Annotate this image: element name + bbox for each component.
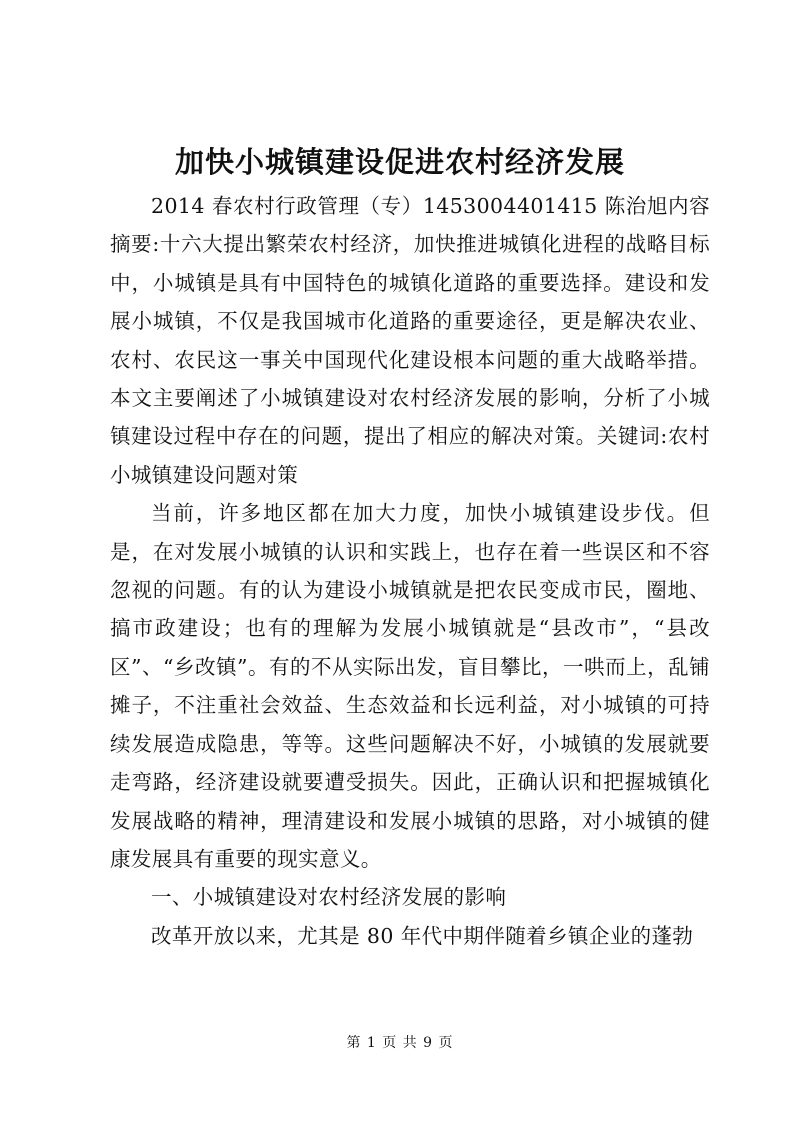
document-body xyxy=(110,187,710,955)
section-heading: 一、小城镇建设对农村经济发展的影响 xyxy=(151,885,507,910)
page-footer: 第 1 页 共 9 页 xyxy=(346,1035,454,1051)
section-paragraph: 改革开放以来，尤其是 80 年代中期伴随着乡镇企业的蓬勃 xyxy=(151,923,694,948)
document-title: 加快小城镇建设促进农村经济发展 xyxy=(174,145,625,179)
intro-paragraph: 当前，许多地区都在加大力度，加快小城镇建设步伐。但是，在对发展小城镇的认识和实践上，也存在着一些误区和不容忽视的问题。有的认为建设小城镇就是把农民变成市民，圈地、搞市政建设；也有的理解为发展小城镇就是“县改市”，“县改区”、“乡改镇”。有的不从实际出发，盲目攀比，一哄而上，乱铺摊子，不注重社会效益、生态效益和长远利益，对小城镇的可持续发展造成隐患，等等。这些问题解决不好，小城镇的发展就要走弯路，经济建设就要遭受损失。因此，正确认识和把握城镇化发展战略的精神，理清建设和发展小城镇的思路，对小城镇的健康发展具有重要的现实意义。 xyxy=(110,501,710,871)
abstract-paragraph: 2014 春农村行政管理（专）1453004401415 陈治旭内容摘要:十六大提出繁荣农村经济，加快推进城镇化进程的战略目标中，小城镇是具有中国特色的城镇化道路的重要选择。建设和发展小城镇，不仅是我国城市化道路的重要途径，更是解决农业、农村、农民这一事关中国现代化建设根本问题的重大战略举措。本文主要阐述了小城镇建设对农村经济发展的影响，分析了小城镇建设过程中存在的问题，提出了相应的解决对策。关键词:农村小城镇建设问题对策 xyxy=(110,194,710,487)
